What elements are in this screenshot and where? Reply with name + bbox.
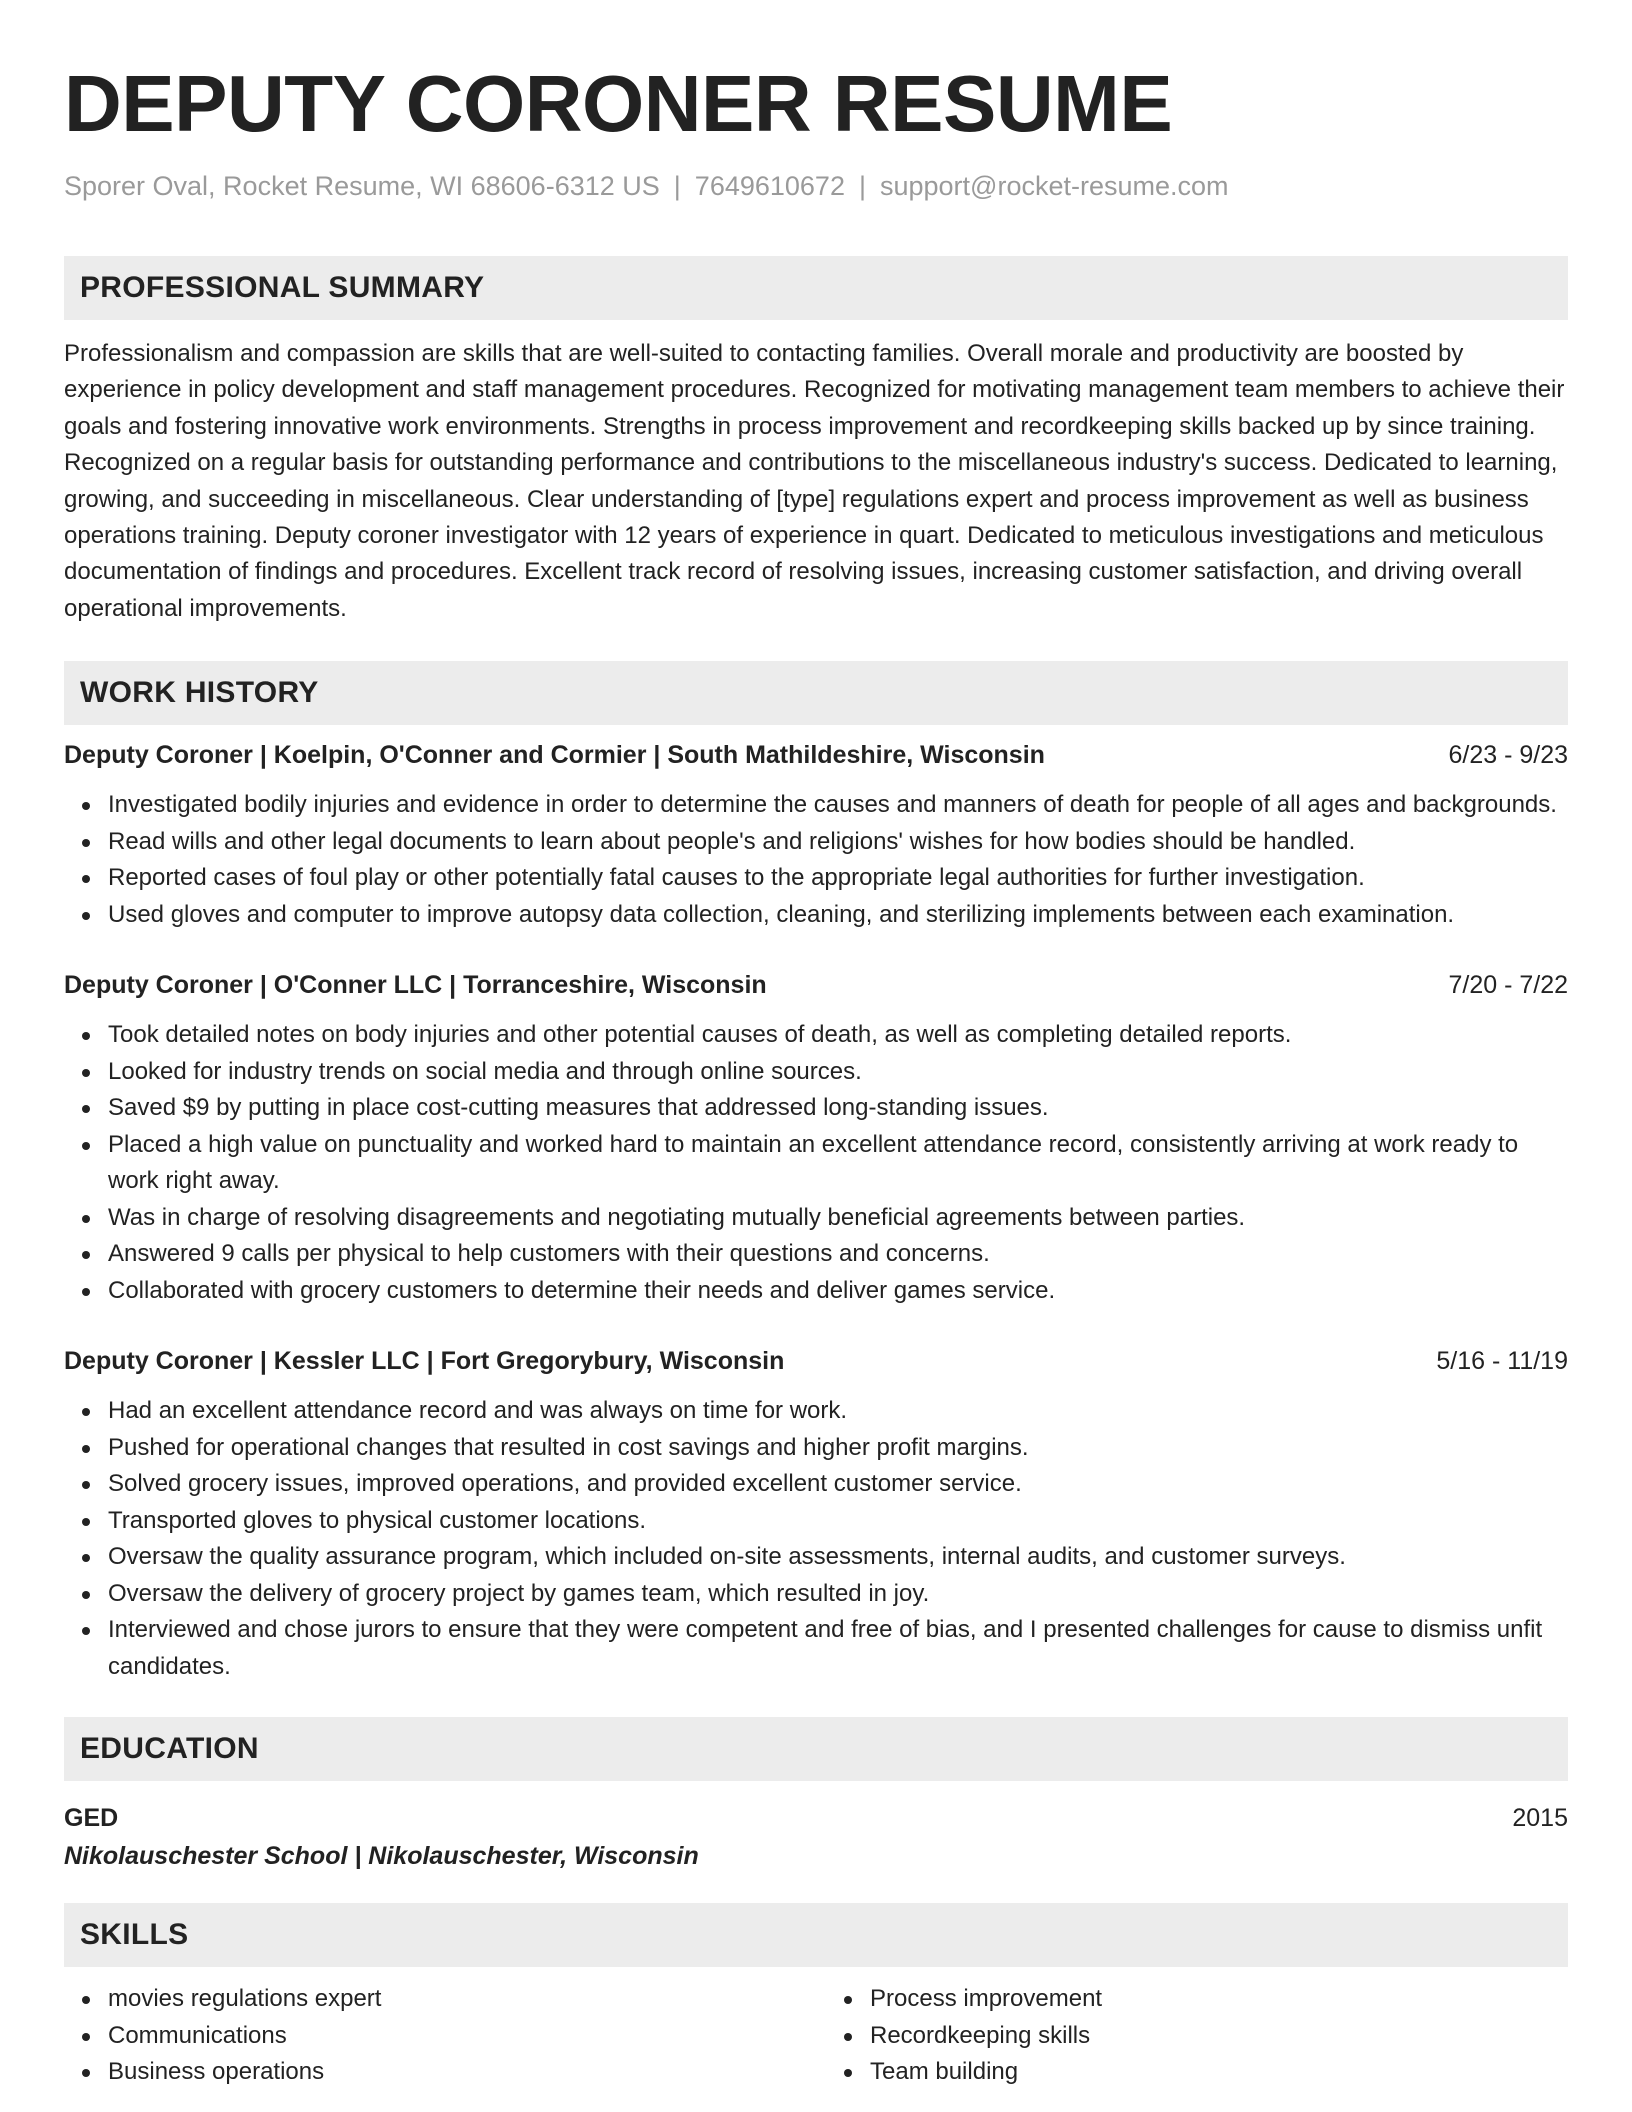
job-bullet: Took detailed notes on body injuries and other potential causes of death, as well as completing detailed reports. xyxy=(108,1017,1568,1054)
job-bullet: Answered 9 calls per physical to help customers with their questions and concerns. xyxy=(108,1236,1568,1273)
job-bullet: Reported cases of foul play or other potentially fatal causes to the appropriate legal authorities for further investigation. xyxy=(108,860,1568,897)
job-bullet: Had an excellent attendance record and was always on time for work. xyxy=(108,1393,1568,1430)
contact-address: Sporer Oval, Rocket Resume, WI 68606-6312 US xyxy=(64,171,660,201)
job-bullet: Investigated bodily injuries and evidence in order to determine the causes and manners of death for people of all ages and backgrounds. xyxy=(108,787,1568,824)
job-bullet: Pushed for operational changes that resulted in cost savings and higher profit margins. xyxy=(108,1430,1568,1467)
job-bullet: Looked for industry trends on social media and through online sources. xyxy=(108,1054,1568,1091)
job-bullet: Collaborated with grocery customers to determine their needs and deliver games service. xyxy=(108,1273,1568,1310)
job-title-row xyxy=(64,1343,1568,1379)
contact-email: support@rocket-resume.com xyxy=(879,171,1229,201)
skills-list-right xyxy=(826,1981,1568,2091)
education-school: Nikolauschester School | Nikolauschester, Wisconsin xyxy=(64,1842,699,1871)
education-degree: GED xyxy=(64,1804,119,1833)
job-title-row xyxy=(64,967,1568,1003)
job-title-row xyxy=(64,737,1568,773)
job-title: Deputy Coroner | O'Conner LLC | Torranceshire, Wisconsin xyxy=(64,971,767,1000)
job-bullet: Oversaw the delivery of grocery project by games team, which resulted in joy. xyxy=(108,1576,1568,1613)
skill-item: Process improvement xyxy=(870,1981,1568,2018)
skill-item: Communications xyxy=(108,2018,806,2055)
job-title: Deputy Coroner | Kessler LLC | Fort Gregorybury, Wisconsin xyxy=(64,1347,785,1376)
education-year: 2015 xyxy=(1512,1804,1568,1833)
contact-separator: | xyxy=(858,171,866,201)
job-dates: 7/20 - 7/22 xyxy=(1448,971,1568,1000)
job-bullet: Solved grocery issues, improved operations, and provided excellent customer service. xyxy=(108,1466,1568,1503)
job-bullets xyxy=(64,1393,1568,1685)
job-bullets xyxy=(64,787,1568,933)
summary-heading: PROFESSIONAL SUMMARY xyxy=(64,256,1568,320)
work-history-heading: WORK HISTORY xyxy=(64,661,1568,725)
job-bullet: Was in charge of resolving disagreements and negotiating mutually beneficial agreements between parties. xyxy=(108,1200,1568,1237)
job-bullet: Interviewed and chose jurors to ensure that they were competent and free of bias, and I presented challenges for cause to dismiss unfit candidates. xyxy=(108,1612,1568,1685)
job-entry xyxy=(64,737,1568,933)
job-bullet: Oversaw the quality assurance program, which included on-site assessments, internal audits, and customer surveys. xyxy=(108,1539,1568,1576)
skills-grid xyxy=(64,1981,1568,2091)
job-bullets xyxy=(64,1017,1568,1309)
job-dates: 5/16 - 11/19 xyxy=(1436,1347,1568,1376)
contact-phone: 7649610672 xyxy=(694,171,845,201)
job-bullet: Read wills and other legal documents to learn about people's and religions' wishes for how bodies should be handled. xyxy=(108,824,1568,861)
skill-item: Team building xyxy=(870,2054,1568,2091)
skill-item: Business operations xyxy=(108,2054,806,2091)
skills-heading: SKILLS xyxy=(64,1903,1568,1967)
job-bullet: Placed a high value on punctuality and worked hard to maintain an excellent attendance record, consistently arriving at work ready to work right away. xyxy=(108,1127,1568,1200)
skill-item: movies regulations expert xyxy=(108,1981,806,2018)
job-entry xyxy=(64,967,1568,1309)
education-row xyxy=(64,1799,1568,1837)
education-heading: EDUCATION xyxy=(64,1717,1568,1781)
job-dates: 6/23 - 9/23 xyxy=(1448,741,1568,770)
resume-page xyxy=(64,54,1568,2091)
skill-item: Recordkeeping skills xyxy=(870,2018,1568,2055)
summary-text: Professionalism and compassion are skills that are well-suited to contacting families. Overall morale and productivity are boosted by experience in policy development and staff management procedures. Recognized for motivating management team members to achieve their goals and fostering innovative work environments. Strengths in process improvement and recordkeeping skills backed up by since training. Recognized on a regular basis for outstanding performance and contributions to the miscellaneous industry's success. Dedicated to learning, growing, and succeeding in miscellaneous. Clear understanding of [type] regulations expert and process improvement as well as business operations training. Deputy coroner investigator with 12 years of experience in quart. Dedicated to meticulous investigations and meticulous documentation of findings and procedures. Excellent track record of resolving issues, increasing customer satisfaction, and driving overall operational improvements. xyxy=(64,340,1565,622)
contact-line xyxy=(64,168,1568,204)
resume-title: DEPUTY CORONER RESUME xyxy=(64,59,1173,148)
skills-list-left xyxy=(64,1981,806,2091)
job-bullet: Saved $9 by putting in place cost-cutting measures that addressed long-standing issues. xyxy=(108,1090,1568,1127)
job-bullet: Transported gloves to physical customer locations. xyxy=(108,1503,1568,1540)
job-entry xyxy=(64,1343,1568,1685)
job-title: Deputy Coroner | Koelpin, O'Conner and Cormier | South Mathildeshire, Wisconsin xyxy=(64,741,1045,770)
job-bullet: Used gloves and computer to improve autopsy data collection, cleaning, and sterilizing implements between each examination. xyxy=(108,897,1568,934)
contact-separator: | xyxy=(673,171,681,201)
